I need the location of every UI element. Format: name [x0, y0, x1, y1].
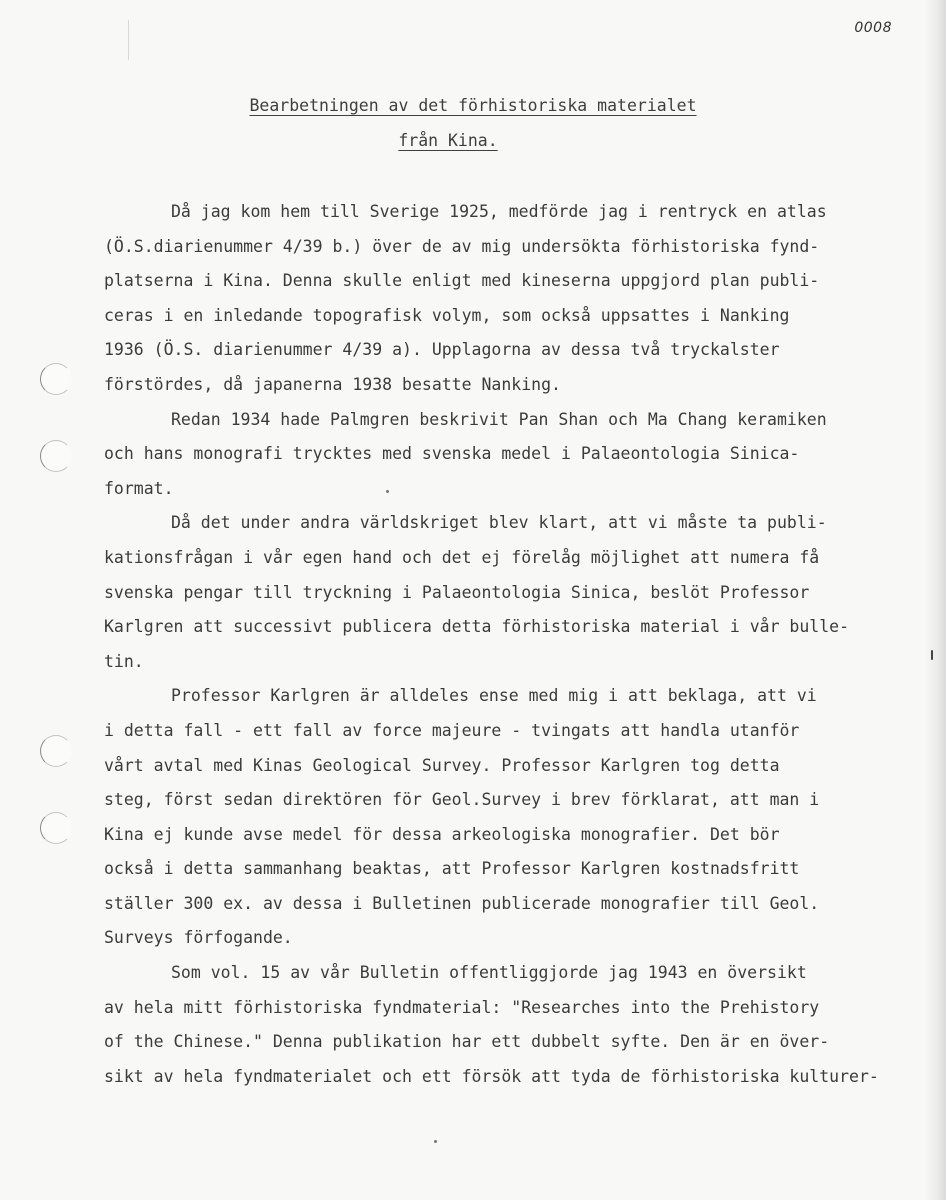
paper-speck [386, 490, 389, 493]
document-title-line-1: Bearbetningen av det förhistoriska materialet [249, 96, 697, 115]
text-line: förstördes, då japanerna 1938 besatte Nanking. [104, 374, 561, 394]
text-line: också i detta sammanhang beaktas, att Professor Karlgren kostnadsfritt [104, 859, 800, 879]
text-line: Då jag kom hem till Sverige 1925, medförde jag i rentryck en atlas [171, 202, 827, 221]
text-line: Redan 1934 hade Palmgren beskrivit Pan Shan och Ma Chang keramiken [171, 409, 827, 429]
text-line: tin. [104, 651, 144, 671]
text-line: ceras i en inledande topografisk volym, som också uppsattes i Nanking [104, 305, 790, 325]
text-line: i detta fall - ett fall av force majeure - tvingats att handla utanför [104, 720, 800, 740]
document-body [104, 195, 884, 1094]
text-line: Kina ej kunde avse medel för dessa arkeologiska monografier. Det bör [104, 824, 780, 844]
text-line: (Ö.S.diarienummer 4/39 b.) över de av mig undersökta förhistoriska fynd- [104, 236, 820, 256]
text-line: av hela mitt förhistoriska fyndmaterial: "Researches into the Prehistory [104, 997, 820, 1017]
text-line: Karlgren att successivt publicera detta förhistoriska material i vår bulle- [104, 617, 850, 637]
punch-hole-icon [40, 812, 72, 844]
text-line: of the Chinese." Denna publikation har ett dubbelt syfte. Den är en över- [104, 1032, 830, 1052]
text-line: svenska pengar till tryckning i Palaeontologia Sinica, beslöt Professor [104, 582, 810, 602]
document-title-line-2: från Kina. [398, 131, 498, 150]
page-edge-shadow [924, 0, 946, 1200]
punch-hole-icon [40, 440, 72, 472]
text-line: vårt avtal med Kinas Geological Survey. Professor Karlgren tog detta [104, 755, 780, 775]
text-line: sikt av hela fyndmaterialet och ett försök att tyda de förhistoriska kulturer- [104, 1066, 879, 1086]
text-line: och hans monografi trycktes med svenska medel i Palaeontologia Sinica- [104, 444, 800, 464]
text-line: 1936 (Ö.S. diarienummer 4/39 a). Upplagorna av dessa två tryckalster [104, 340, 780, 360]
text-line: kationsfrågan i vår egen hand och det ej förelåg möjlighet att numera få [104, 547, 820, 567]
text-line: steg, först sedan direktören för Geol.Survey i brev förklarat, att man i [104, 790, 820, 810]
text-line: ställer 300 ex. av dessa i Bulletinen publicerade monografier till Geol. [104, 893, 820, 913]
text-line: Surveys förfogande. [104, 928, 293, 948]
punch-hole-icon [40, 363, 72, 395]
text-line: Som vol. 15 av vår Bulletin offentliggjorde jag 1943 en översikt [171, 963, 807, 983]
paper-crease [128, 20, 129, 60]
text-line: Professor Karlgren är alldeles ense med mig i att beklaga, att vi [171, 686, 817, 706]
punch-hole-icon [40, 735, 72, 767]
paper-speck [931, 650, 933, 660]
text-line: Då det under andra världskriget blev klart, att vi måste ta publi- [171, 513, 827, 533]
text-line: platserna i Kina. Denna skulle enligt med kineserna uppgjord plan publi- [104, 271, 820, 291]
text-line: format. [104, 478, 174, 498]
page-number: 0008 [854, 20, 892, 36]
paper-speck [434, 1140, 437, 1143]
